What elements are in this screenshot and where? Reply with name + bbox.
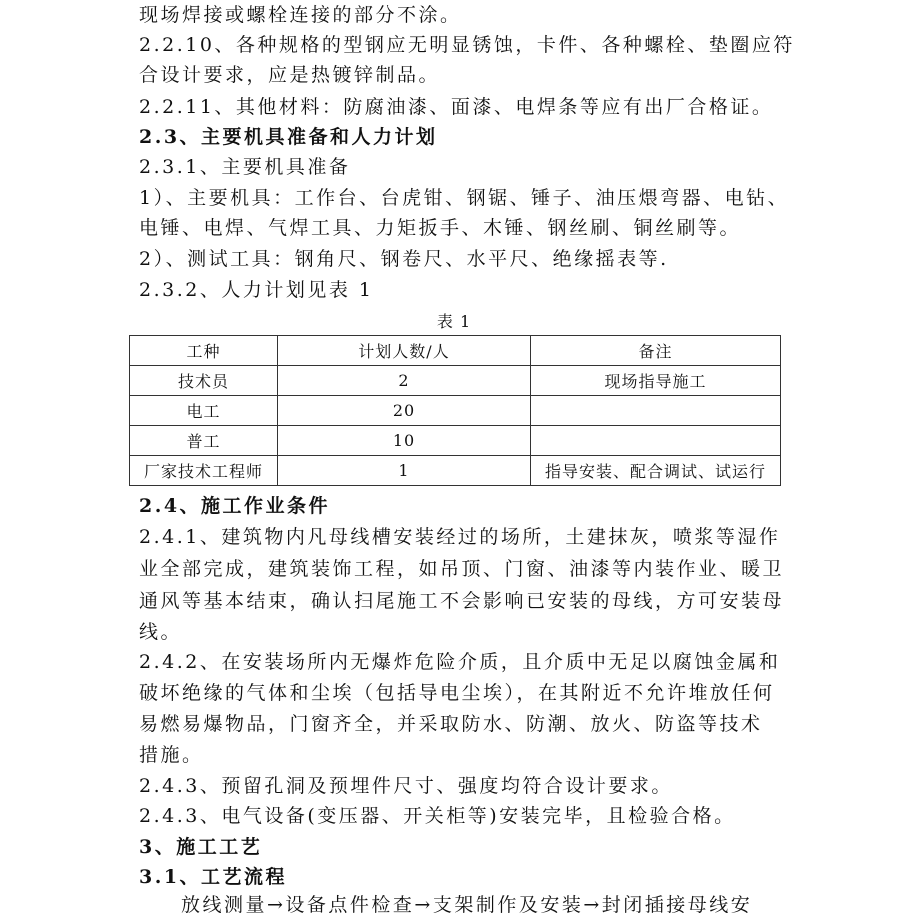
process-flow-line: 放线测量→设备点件检查→支架制作及安装→封闭插接母线安 [181,894,753,916]
paragraph-line: 破坏绝缘的气体和尘埃（包括导电尘埃），在其附近不允许堆放任何 [139,682,775,704]
header-cell-trade: 工种 [130,336,278,366]
table-cell: 厂家技术工程师 [130,456,278,486]
paragraph-line: 措施。 [139,744,204,766]
clause-2-4-3-a: 2.4.3、预留孔洞及预埋件尺寸、强度均符合设计要求。 [139,775,673,797]
section-heading-2-3: 2.3、主要机具准备和人力计划 [139,126,438,148]
clause-2-2-11: 2.2.11、其他材料：防腐油漆、面漆、电焊条等应有出厂合格证。 [139,96,774,118]
table-row [130,366,781,396]
table-row [130,396,781,426]
table-cell: 20 [278,396,531,426]
table-caption: 表 1 [436,312,472,331]
manpower-plan-table [129,335,781,486]
table-cell: 10 [278,426,531,456]
table-cell: 技术员 [130,366,278,396]
paragraph-line: 易燃易爆物品，门窗齐全，并采取防水、防潮、放火、防盗等技术 [139,713,763,735]
paragraph-line: 现场焊接或螺栓连接的部分不涂。 [139,4,462,26]
paragraph-line: 电锤、电焊、气焊工具、力矩扳手、木锤、钢丝刷、铜丝刷等。 [139,217,742,239]
clause-2-4-1: 2.4.1、建筑物内凡母线槽安装经过的场所，土建抹灰，喷浆等湿作 [139,526,781,548]
clause-2-4-3-b: 2.4.3、电气设备(变压器、开关柜等)安装完毕，且检验合格。 [139,805,736,827]
table-cell: 1 [278,456,531,486]
table-row [130,456,781,486]
section-heading-3: 3、施工工艺 [139,836,263,858]
header-cell-planned-count: 计划人数/人 [278,336,531,366]
paragraph-line: 线。 [139,621,183,643]
subsection-heading-2-3-1: 2.3.1、主要机具准备 [139,156,351,178]
table-cell [531,426,781,456]
paragraph-line: 通风等基本结束，确认扫尾施工不会影响已安装的母线，方可安装母 [139,590,785,612]
header-cell-remarks: 备注 [531,336,781,366]
table-cell: 2 [278,366,531,396]
table-row [130,426,781,456]
table-cell: 现场指导施工 [531,366,781,396]
table-cell: 普工 [130,426,278,456]
list-item-test-tools: 2）、测试工具：钢角尺、钢卷尺、水平尺、绝缘摇表等. [139,248,669,270]
clause-2-2-10: 2.2.10、各种规格的型钢应无明显锈蚀，卡件、各种螺栓、垫圈应符 [139,34,795,56]
table-cell: 电工 [130,396,278,426]
table-cell [531,396,781,426]
section-heading-2-4: 2.4、施工作业条件 [139,495,331,517]
paragraph-line: 业全部完成，建筑装饰工程，如吊顶、门窗、油漆等内装作业、暖卫 [139,558,785,580]
subsection-heading-3-1: 3.1、工艺流程 [139,866,288,888]
table-cell: 指导安装、配合调试、试运行 [531,456,781,486]
list-item-main-tools: 1）、主要机具：工作台、台虎钳、钢锯、锤子、油压煨弯器、电钻、 [139,187,790,209]
table-header-row [130,336,781,366]
clause-2-4-2: 2.4.2、在安装场所内无爆炸危险介质，且介质中无足以腐蚀金属和 [139,651,781,673]
subsection-heading-2-3-2: 2.3.2、人力计划见表 1 [139,279,374,301]
paragraph-line: 合设计要求，应是热镀锌制品。 [139,64,441,86]
